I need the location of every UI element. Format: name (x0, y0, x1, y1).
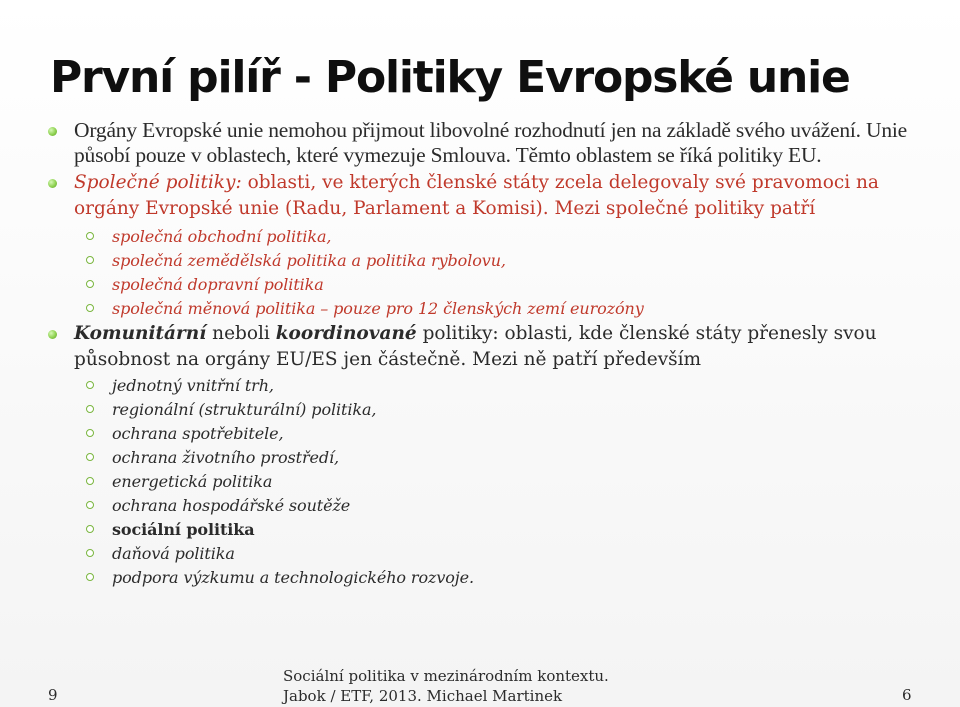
sub-bullet-item (112, 273, 924, 296)
footer-caption (283, 666, 609, 706)
sub-bullet-icon (86, 381, 94, 389)
sublist-community-policies (74, 374, 924, 589)
sub-bullet-text: jednotný vnitřní trh, (112, 376, 274, 395)
bullet-text: Orgány Evropské unie nemohou přijmout libovolné rozhodnutí jen na základě svého uvážení. Unie působí pouze v oblastech, které vymezuje Smlouva. Těmto oblastem se říká politiky EU. (74, 118, 908, 167)
footer-page-number-left: 9 (48, 686, 58, 704)
sub-bullet-icon (86, 429, 94, 437)
sub-bullet-icon (86, 477, 94, 485)
sub-bullet-text: ochrana spotřebitele, (112, 424, 284, 443)
bullet-term: koordinované (275, 323, 417, 344)
sub-bullet-text: podpora výzkumu a technologického rozvoje. (112, 568, 475, 587)
sub-bullet-text: regionální (strukturální) politika, (112, 400, 377, 419)
sub-bullet-text: energetická politika (112, 472, 273, 491)
bullet-term: Komunitární (74, 323, 207, 344)
sub-bullet-item (112, 446, 924, 469)
sub-bullet-item (112, 470, 924, 493)
bullet-item (74, 321, 924, 373)
sub-bullet-text: společná zemědělská politika a politika rybolovu, (112, 251, 506, 270)
sub-bullet-text: daňová politika (112, 544, 235, 563)
sub-bullet-icon (86, 304, 94, 312)
sub-bullet-item (112, 225, 924, 248)
sub-bullet-text-highlighted: sociální politika (112, 520, 255, 539)
sub-bullet-text: ochrana životního prostředí, (112, 448, 340, 467)
sub-bullet-icon (86, 573, 94, 581)
bullet-text: neboli (206, 323, 276, 344)
sub-bullet-item (112, 249, 924, 272)
sub-bullet-item (112, 518, 924, 541)
footer-page-number-right: 6 (902, 686, 912, 704)
sub-bullet-icon (86, 232, 94, 240)
sub-bullet-icon (86, 549, 94, 557)
sub-bullet-icon (86, 453, 94, 461)
sub-bullet-icon (86, 256, 94, 264)
bullet-icon (48, 330, 57, 339)
sub-bullet-item (112, 398, 924, 421)
bullet-item (74, 170, 924, 222)
bullet-item (74, 118, 924, 168)
sub-bullet-text: společná měnová politika – pouze pro 12 členských zemí eurozóny (112, 299, 644, 318)
sub-bullet-icon (86, 525, 94, 533)
sub-bullet-icon (86, 280, 94, 288)
sublist-common-policies (74, 225, 924, 320)
sub-bullet-item (112, 374, 924, 397)
footer-line-1: Sociální politika v mezinárodním kontextu. (283, 667, 609, 685)
slide-title: První pilíř - Politiky Evropské unie (50, 52, 850, 103)
sub-bullet-item (112, 297, 924, 320)
sub-bullet-icon (86, 405, 94, 413)
footer-line-2: Jabok / ETF, 2013. Michael Martinek (283, 687, 563, 705)
slide-content (74, 118, 924, 590)
bullet-text: oblasti, ve kterých členské státy zcela delegovaly své pravomoci na orgány Evropské unie (Radu, Parlament a Komisi). Mezi společné politiky patří (74, 172, 879, 219)
sub-bullet-item (112, 422, 924, 445)
sub-bullet-text: ochrana hospodářské soutěže (112, 496, 351, 515)
bullet-icon (48, 127, 57, 136)
sub-bullet-item (112, 542, 924, 565)
sub-bullet-text: společná obchodní politika, (112, 227, 332, 246)
bullet-text: politiky: oblasti, kde členské státy přenesly svou působnost na orgány EU/ES jen částečně. Mezi ně patří především (74, 323, 877, 370)
bullet-term: Společné politiky: (74, 172, 242, 193)
sub-bullet-icon (86, 501, 94, 509)
sub-bullet-item (112, 566, 924, 589)
bullet-icon (48, 179, 57, 188)
sub-bullet-item (112, 494, 924, 517)
sub-bullet-text: společná dopravní politika (112, 275, 324, 294)
